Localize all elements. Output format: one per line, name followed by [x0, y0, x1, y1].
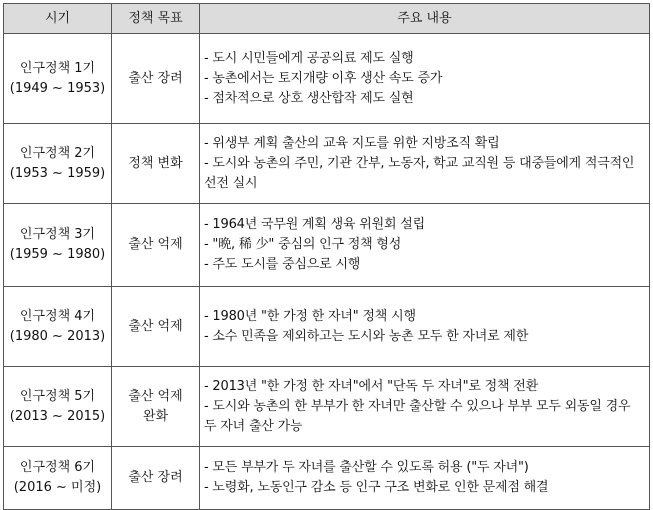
content-cell: [200, 447, 650, 510]
period-years: (1959 ~ 1980): [9, 247, 106, 262]
period-label: 인구정책 3기: [19, 227, 96, 242]
goal-cell: [112, 447, 200, 510]
content-cell: [200, 287, 650, 367]
table-row: [4, 124, 650, 204]
period-cell: [4, 204, 112, 287]
content-item: - 도시와 농촌의 한 부부가 한 자녀만 출산할 수 있으나 부부 모두 외동일 경우 두 자녀 출산 가능: [204, 398, 631, 434]
header-row: [4, 4, 650, 34]
goal-label-line2: 완화: [142, 408, 169, 424]
goal-cell: [112, 124, 200, 204]
goal-label: 출산 억제: [128, 388, 183, 404]
content-item: - 점차적으로 상호 생산합작 제도 실현: [204, 90, 414, 106]
content-item: - 도시와 농촌의 주민, 기관 간부, 노동자, 학교 교직원 등 대중들에게 적극적인 선전 실시: [204, 155, 635, 191]
content-item: - 농촌에서는 토지개량 이후 생산 속도 증가: [204, 70, 443, 86]
goal-cell: [112, 204, 200, 287]
content-cell: [200, 367, 650, 447]
period-years: (1980 ~ 2013): [9, 328, 106, 344]
content-cell: [200, 34, 650, 124]
content-item: - 소수 민족을 제외하고는 도시와 농촌 모두 한 자녀로 제한: [204, 328, 529, 344]
period-label: 인구정책 4기: [19, 308, 96, 324]
content-item: - "晩, 稀 少" 중심의 인구 정책 형성: [204, 237, 402, 252]
period-cell: [4, 367, 112, 447]
goal-label: 출산 장려: [128, 70, 183, 86]
period-years: (1953 ~ 1959): [9, 165, 106, 181]
header-goal: 정책 목표: [112, 4, 200, 34]
goal-label: 출산 장려: [128, 470, 183, 485]
content-cell: [200, 204, 650, 287]
content-item: - 모든 부부가 두 자녀를 출산할 수 있도록 허용 ("두 자녀"): [204, 460, 529, 475]
table-row: [4, 204, 650, 287]
goal-cell: [112, 34, 200, 124]
goal-label: 출산 억제: [128, 237, 183, 252]
content-item: - 주도 도시를 중심으로 시행: [204, 257, 361, 272]
period-years: (1949 ~ 1953): [9, 80, 106, 96]
content-item: - 1980년 "한 가정 한 자녀" 정책 시행: [204, 308, 416, 324]
period-years: (2016 ~ 미정): [13, 480, 102, 495]
period-label: 인구정책 1기: [19, 60, 96, 76]
table-row: [4, 447, 650, 510]
table-row: [4, 34, 650, 124]
period-cell: [4, 447, 112, 510]
table-row: [4, 367, 650, 447]
goal-label: 정책 변화: [128, 155, 183, 171]
period-cell: [4, 124, 112, 204]
content-item: - 도시 시민들에게 공공의료 제도 실행: [204, 50, 414, 66]
period-cell: [4, 34, 112, 124]
header-content: 주요 내용: [200, 4, 650, 34]
content-item: - 위생부 계획 출산의 교육 지도를 위한 지방조직 확립: [204, 135, 500, 151]
header-period: 시기: [4, 4, 112, 34]
content-cell: [200, 124, 650, 204]
population-policy-table: [3, 3, 650, 510]
goal-cell: [112, 287, 200, 367]
goal-cell: [112, 367, 200, 447]
period-years: (2013 ~ 2015): [9, 408, 106, 424]
content-item: - 1964년 국무원 계획 생육 위원회 설립: [204, 217, 426, 232]
period-cell: [4, 287, 112, 367]
document-page: [3, 3, 650, 510]
period-label: 인구정책 2기: [19, 145, 96, 161]
period-label: 인구정책 5기: [19, 388, 96, 404]
table-row: [4, 287, 650, 367]
goal-label: 출산 억제: [128, 318, 183, 334]
content-item: - 노령화, 노동인구 감소 등 인구 구조 변화로 인한 문제점 해결: [204, 480, 549, 495]
content-item: - 2013년 "한 가정 한 자녀"에서 "단독 두 자녀"로 정책 전환: [204, 378, 539, 394]
period-label: 인구정책 6기: [19, 460, 96, 475]
